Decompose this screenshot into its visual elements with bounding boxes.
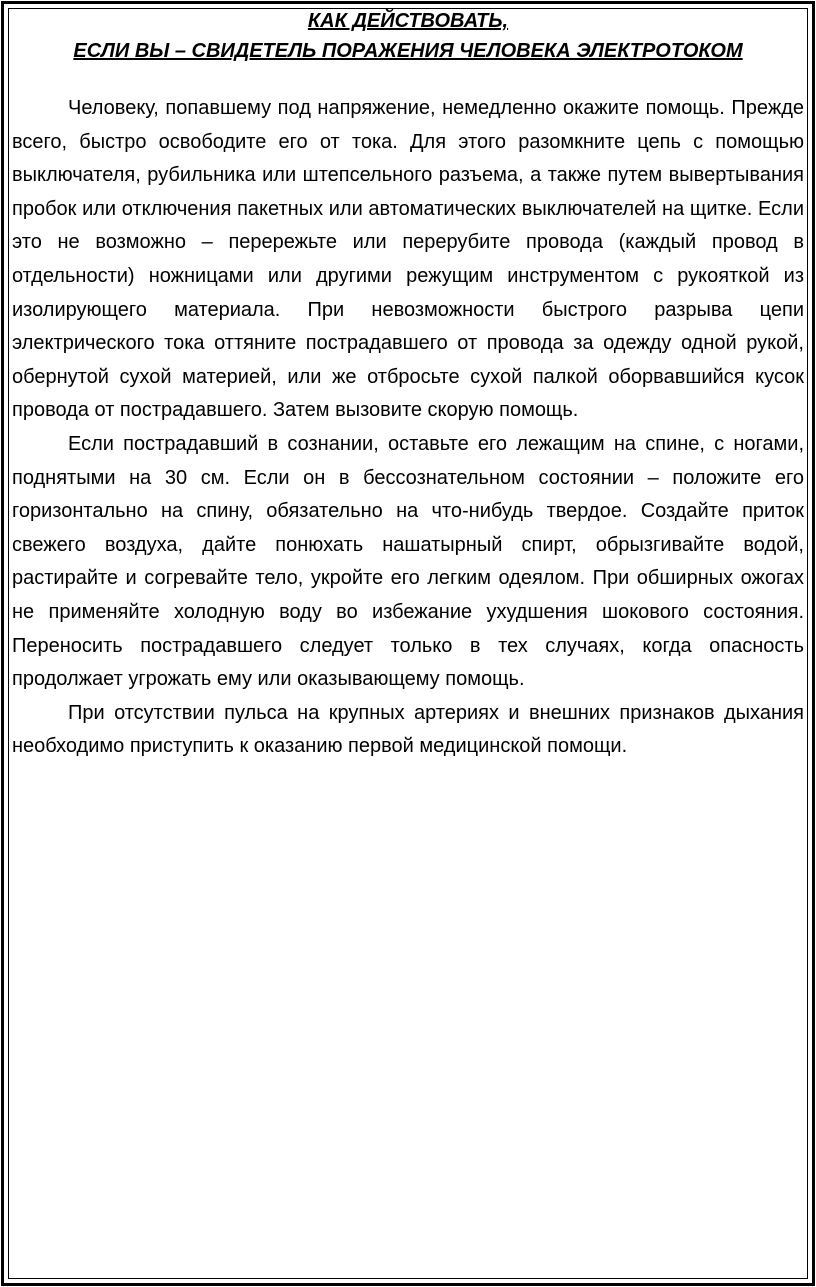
document-content (12, 6, 804, 764)
paragraph-no-pulse: При отсутствии пульса на крупных артериях и внешних признаков дыхания необходимо приступить к оказанию первой медицинской помощи. (12, 701, 804, 758)
document-body (12, 92, 804, 764)
paragraph-rescue: Человеку, попавшему под напряжение, немедленно окажите помощь. Прежде всего, быстро освободите его от тока. Для этого разомкните цепь с помощью выключателя, рубильника или штепсельного разъема, а также путем вывертывания пробок или отключения пакетных или автоматических выключателей на щитке. Если это не возможно – перережьте или перерубите провода (каждый провод в отдельности) ножницами или другими режущим инструментом с рукояткой из изолирующего материала. При невозможности быстрого разрыва цепи электрического тока оттяните пострадавшего от провода за одежду одной рукой, обернутой сухой материей, или же отбросьте сухой палкой оборвавшийся кусок провода от пострадавшего. Затем вызовите скорую помощь. (12, 97, 804, 422)
document-title (12, 6, 804, 66)
paragraph-first-aid: Если пострадавший в сознании, оставьте его лежащим на спине, с ногами, поднятыми на 30 см. Если он в бессознательном состоянии – положите его горизонтально на спину, обязательно на что-нибудь твердое. Создайте приток свежего воздуха, дайте понюхать нашатырный спирт, обрызгивайте водой, растирайте и согревайте тело, укройте его легким одеялом. При обширных ожогах не применяйте холодную воду во избежание ухудшения шокового состояния. Переносить пострадавшего следует только в тех случаях, когда опасность продолжает угрожать ему или оказывающему помощь. (12, 432, 804, 691)
title-line-2: ЕСЛИ ВЫ – СВИДЕТЕЛЬ ПОРАЖЕНИЯ ЧЕЛОВЕКА ЭЛЕКТРОТОКОМ (73, 40, 743, 62)
title-line-1: КАК ДЕЙСТВОВАТЬ, (307, 10, 509, 32)
